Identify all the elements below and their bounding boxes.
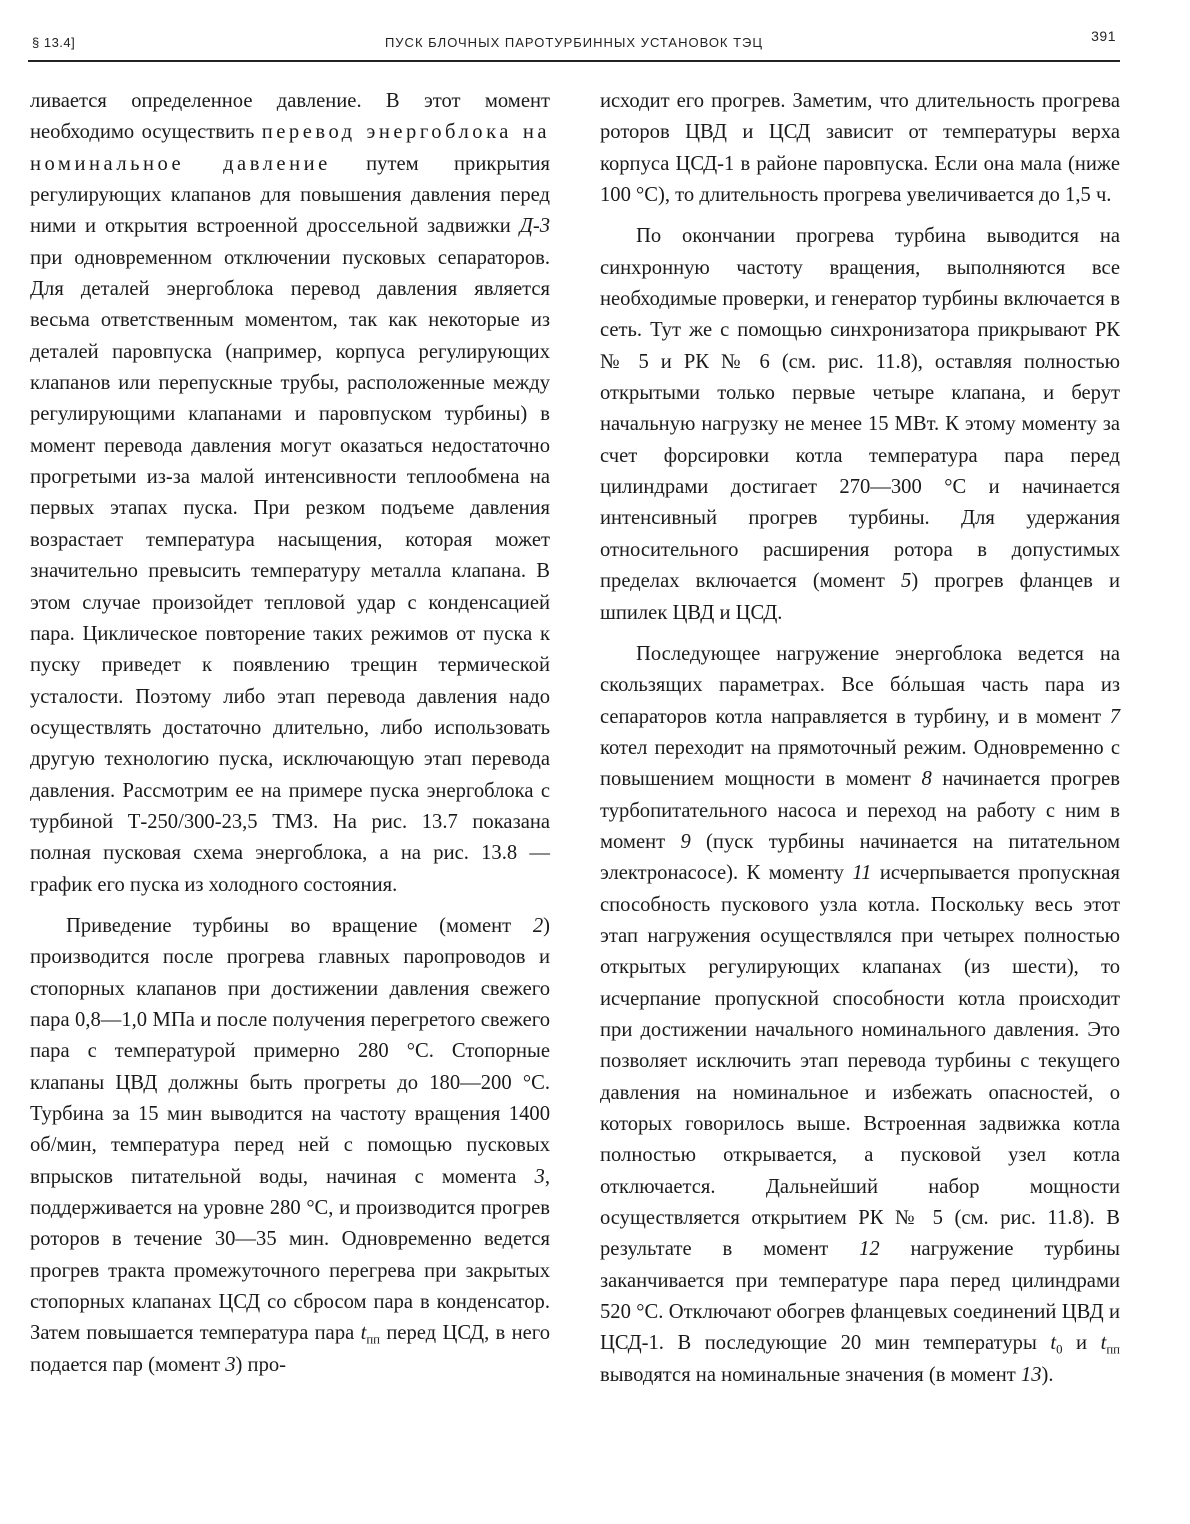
- math-symbol: t: [1050, 1332, 1057, 1355]
- right-column: [600, 86, 1120, 1401]
- paragraph: ливается определенное давление. В этот момент необходимо осуществить перевод энергоблока на номинальное давление путем прикрытия регулирующих клапанов для повышения давления перед ними и открытия встроенной дроссельной задвижки Д-3 при одновременном отключении пусковых сепараторов. Для деталей энергоблока перевод давления является весьма ответственным моментом, так как некоторые из деталей паровпуска (например, корпуса регулирующих клапанов или перепускные трубы, расположенные между регулирующими клапанами и паровпуском турбины) в момент перевода давления могут оказаться недостаточно прогретыми из-за малой интенсивности теплообмена на первых этапах пуска. При резком подъеме давления возрастает температура насыщения, которая может значительно превысить температуру металла клапана. В этом случае произойдет тепловой удар с конденсацией пара. Циклическое повторение таких режимов от пуска к пуску приведет к появлению трещин термической усталости. Поэтому либо этап перевода давления надо осуществлять достаточно длительно, либо использовать другую технологию пуска, исключающую этап перевода давления. Рассмотрим ее на примере пуска энергоблока с турбиной Т-250/300-23,5 ТМЗ. На рис. 13.7 показана полная пусковая схема энергоблока, а на рис. 13.8 — график его пуска из холодного состояния.: [30, 90, 550, 896]
- page-number: 391: [1091, 28, 1116, 44]
- paragraph: Последующее нагружение энергоблока ведется на скользящих параметрах. Все бóльшая часть пара из сепараторов котла направляется в турбину, и в момент 7 котел переходит на прямоточный режим. Одновременно с повышением мощности в момент 8 начинается прогрев турбопитательного насоса и переход на работу с ним в момент 9 (пуск турбины начинается на питательном электронасосе). К моменту 11 исчерпывается пропускная способность пускового узла котла. Поскольку весь этот этап нагружения осуществлялся при четырех полностью открытых регулирующих клапанах (из шести), то исчерпание пропускной способности котла происходит при достижении начального номинального давления. Это позволяет исключить этап перевода турбины с текущего давления на номинальное и избежать опасностей, о которых говорилось выше. Встроенная задвижка котла полностью открывается, а пусковой узел котла отключается. Дальнейший набор мощности осуществляется открытием РК № 5 (см. рис. 11.8). В результате в момент 12 нагружение турбины заканчивается при температуре пара перед цилиндрами 520 °С. Отключают обогрев фланцевых соединений ЦВД и ЦСД-1. В последующие 20 мин температуры $t_0$ и $t_{пп}$ выводятся на номинальные значения (в момент 13).: [600, 642, 1121, 1386]
- paragraph: По окончании прогрева турбина выводится на синхронную частоту вращения, выполняются все необходимые проверки, и генератор турбины включается в сеть. Тут же с помощью синхронизатора прикрывают РК № 5 и РК № 6 (см. рис. 11.8), оставляя полностью открытыми только первые четыре клапана, и берут начальную нагрузку не менее 15 МВт. К этому моменту за счет форсировки котла температура пара перед цилиндрами достигает 270—300 °С и начинается интенсивный прогрев турбины. Для удержания относительного расширения ротора в допустимых пределах включается (момент 5) прогрев фланцев и шпилек ЦВД и ЦСД.: [600, 225, 1120, 624]
- spaced-emphasis: перевод энергоблока на номинальное давление: [30, 121, 550, 175]
- running-header: [28, 22, 1120, 62]
- section-ref: § 13.4]: [32, 35, 76, 50]
- math-symbol: t: [360, 1322, 367, 1345]
- left-column: [30, 86, 550, 1391]
- valve-label: Д-3: [519, 215, 550, 238]
- paragraph: Приведение турбины во вращение (момент 2) производится после прогрева главных паропроводов и стопорных клапанов при достижении давления свежего пара 0,8—1,0 МПа и после получения перегретого свежего пара с температурой примерно 280 °С. Стопорные клапаны ЦВД должны быть прогреты до 180—200 °С. Турбина за 15 мин выводится на частоту вращения 1400 об/мин, температура перед ней с помощью пусковых впрысков питательной воды, начиная с момента 3, поддерживается на уровне 280 °С, и производится прогрев роторов в течение 30—35 мин. Одновременно ведется прогрев тракта промежуточного перегрева при закрытых стопорных клапанах ЦСД со сбросом пара в конденсатор. Затем повышается температура пара $t_{пп}$ перед ЦСД, в него подается пар (момент 3) про-: [30, 914, 551, 1376]
- running-title: ПУСК БЛОЧНЫХ ПАРОТУРБИННЫХ УСТАНОВОК ТЭЦ: [384, 35, 764, 50]
- math-symbol: t: [1100, 1332, 1107, 1355]
- paragraph: исходит его прогрев. Заметим, что длительность прогрева роторов ЦВД и ЦСД зависит от температуры верха корпуса ЦСД-1 в районе паровпуска. Если она мала (ниже 100 °С), то длительность прогрева увеличивается до 1,5 ч.: [600, 90, 1120, 207]
